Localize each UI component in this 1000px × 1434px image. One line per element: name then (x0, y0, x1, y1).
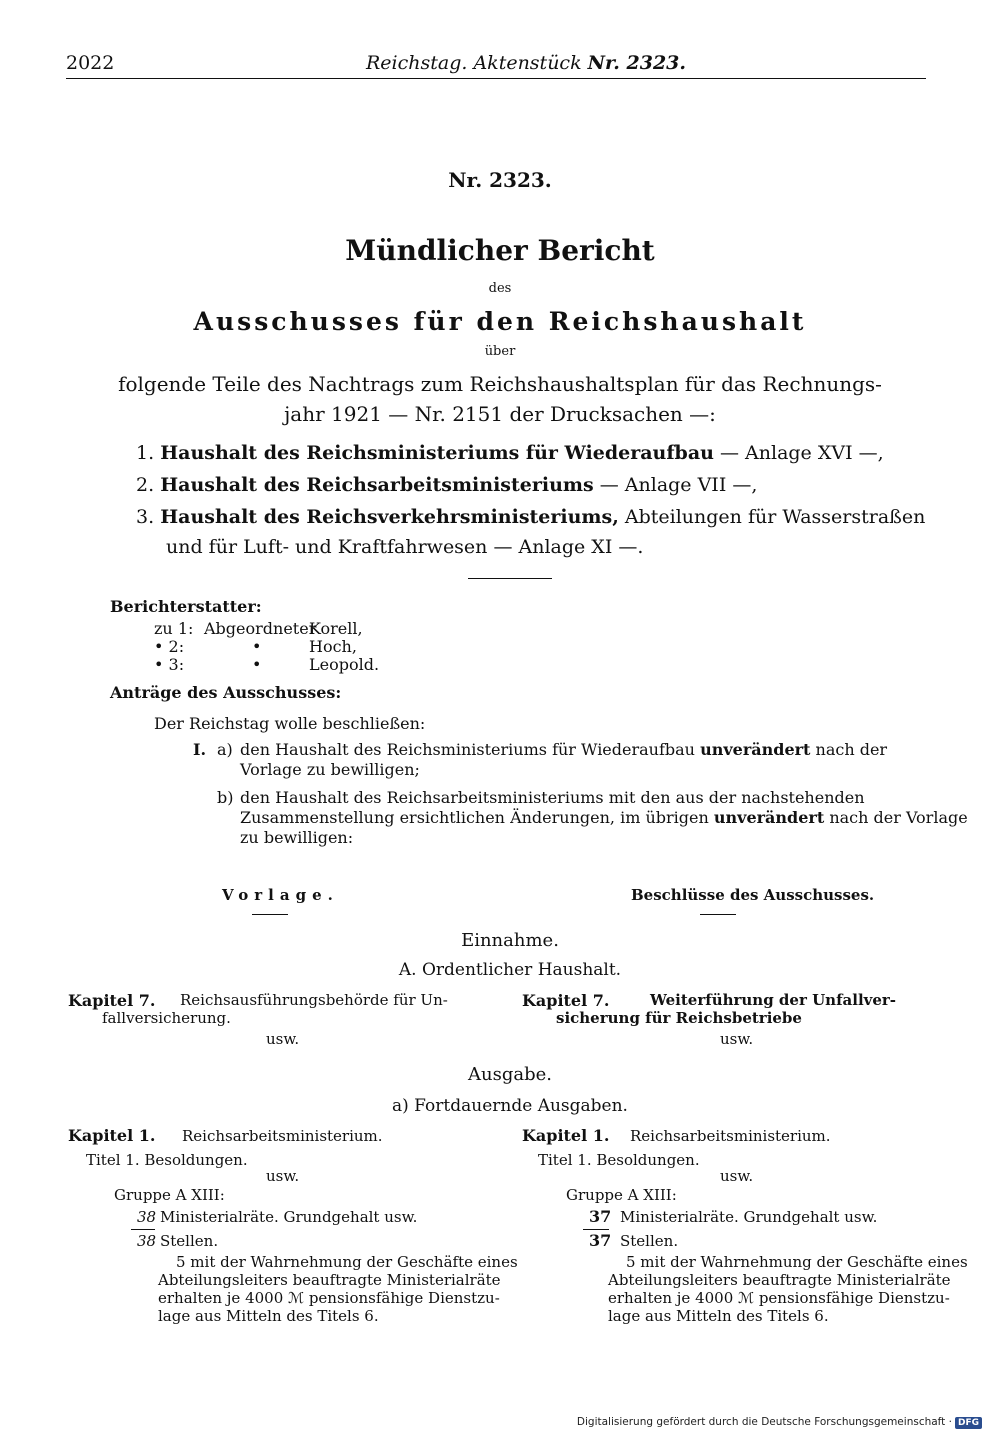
expense-left-role: Ministerialräte. Grundgehalt usw. (160, 1208, 418, 1226)
expense-left-note-2: Abteilungsleiters beauftragte Ministerialräte (158, 1271, 501, 1289)
item-title: Haushalt des Reichsarbeitsministeriums (160, 474, 594, 496)
expense-left-note-4: lage aus Mitteln des Titels 6. (158, 1307, 379, 1325)
motion-b-tail: nach der Vorlage (824, 808, 968, 827)
expense-left-note-3: erhalten je 4000 ℳ pensionsfähige Dienstzu- (158, 1289, 500, 1307)
income-right-text-1: Weiterführung der Unfallver- (650, 991, 897, 1009)
income-right-kapitel: Kapitel 7. (522, 991, 610, 1010)
reporter-label-3: • 3: (154, 655, 185, 674)
item-3-continuation: und für Luft- und Kraftfahrwesen — Anlage XI —. (166, 536, 644, 558)
income-heading: Einnahme. (461, 930, 559, 951)
expense-left-kapitel-text: Reichsarbeitsministerium. (182, 1127, 383, 1145)
running-title (366, 52, 686, 74)
expense-right-note-2: Abteilungsleiters beauftragte Ministerialräte (608, 1271, 951, 1289)
motion-b-line-3: zu bewilligen: (240, 828, 354, 847)
expense-right-note-3: erhalten je 4000 ℳ pensionsfähige Dienstzu- (608, 1289, 950, 1307)
expense-heading: Ausgabe. (468, 1064, 552, 1085)
motion-a-emphasis: unverändert (700, 740, 811, 759)
expense-left-usw: usw. (266, 1167, 300, 1185)
expense-left-sum-rule (131, 1229, 155, 1230)
income-right-text-2: sicherung für Reichsbetriebe (556, 1009, 802, 1027)
item-number: 2. (136, 474, 155, 496)
expense-right-kapitel-text: Reichsarbeitsministerium. (630, 1127, 831, 1145)
expense-right-note-1: 5 mit der Wahrnehmung der Geschäfte eines (626, 1253, 968, 1271)
item-annex: — Anlage VII —, (593, 474, 758, 496)
income-left-text-2: fallversicherung. (102, 1009, 231, 1027)
committee-name: Ausschusses für den Reichshaushalt (193, 307, 807, 336)
motion-b-emphasis: unverändert (713, 808, 825, 827)
expense-right-titel: Titel 1. Besoldungen. (538, 1151, 700, 1169)
item-3 (136, 506, 925, 528)
expense-right-role: Ministerialräte. Grundgehalt usw. (620, 1208, 878, 1226)
income-left-kapitel: Kapitel 7. (68, 991, 156, 1010)
expense-left-kapitel: Kapitel 1. (68, 1126, 156, 1145)
motion-b-label: b) (217, 788, 234, 807)
column-rule-left (252, 914, 288, 915)
section-rule (468, 578, 552, 579)
expense-left-stellen-num: 38 (137, 1232, 157, 1250)
reporter-label-2: • 2: (154, 637, 185, 656)
expense-right-stellen-word: Stellen. (620, 1232, 679, 1250)
footer-text: Digitalisierung gefördert durch die Deutsche Forschungsgemeinschaft · (576, 1416, 952, 1428)
title-connector-des: des (488, 281, 512, 296)
reporter-name-1: Korell, (309, 619, 363, 638)
column-rule-right (700, 914, 736, 915)
dfg-logo: DFG (955, 1417, 982, 1429)
expense-right-kapitel: Kapitel 1. (522, 1126, 610, 1145)
running-title-prefix: Reichstag. Aktenstück (366, 52, 582, 74)
item-annex: Abteilungen für Wasserstraßen (618, 506, 926, 528)
expense-right-usw: usw. (720, 1167, 754, 1185)
column-heading-right: Beschlüsse des Ausschusses. (631, 886, 875, 904)
expense-right-gruppe: Gruppe A XIII: (566, 1186, 677, 1204)
motion-b-line-1: den Haushalt des Reichsarbeitsministeriums mit den aus der nachstehenden (240, 788, 865, 807)
expense-left-stellen-word: Stellen. (160, 1232, 219, 1250)
expense-subheading: a) Fortdauernde Ausgaben. (392, 1096, 628, 1116)
item-2 (136, 474, 757, 496)
subject-line-2: jahr 1921 — Nr. 2151 der Drucksachen —: (284, 402, 716, 426)
income-left-text-1: Reichsausführungsbehörde für Un- (180, 991, 448, 1009)
expense-left-count: 38 (137, 1208, 157, 1226)
motion-a-tail: nach der (810, 740, 888, 759)
item-number: 3. (136, 506, 155, 528)
digitization-footer (577, 1416, 982, 1429)
motion-b-text: Zusammenstellung ersichtlichen Änderungen, im übrigen (240, 808, 714, 827)
income-left-usw: usw. (266, 1030, 300, 1048)
motions-heading: Anträge des Ausschusses: (110, 683, 342, 702)
running-title-number: Nr. 2323. (587, 52, 686, 74)
expense-left-gruppe: Gruppe A XIII: (114, 1186, 225, 1204)
reporters-heading: Berichterstatter: (110, 597, 262, 616)
document-title: Mündlicher Bericht (345, 234, 655, 267)
expense-right-stellen-num: 37 (589, 1231, 612, 1250)
header-rule (66, 78, 926, 79)
title-connector-ueber: über (484, 344, 516, 359)
motion-b-line-2 (240, 808, 968, 827)
expense-right-count: 37 (589, 1207, 612, 1226)
expense-left-titel: Titel 1. Besoldungen. (86, 1151, 248, 1169)
reporter-name-2: Hoch, (309, 637, 357, 656)
reporter-prefix-2: • (252, 637, 262, 656)
income-right-usw: usw. (720, 1030, 754, 1048)
expense-left-note-1: 5 mit der Wahrnehmung der Geschäfte eines (176, 1253, 518, 1271)
motion-a-line-1 (240, 740, 887, 759)
motion-a-text: den Haushalt des Reichsministeriums für Wiederaufbau (240, 740, 701, 759)
motion-roman-numeral: I. (193, 740, 207, 759)
motion-a-line-2: Vorlage zu bewilligen; (240, 760, 420, 779)
page-number: 2022 (66, 52, 115, 74)
reporter-prefix-1: Abgeordneter (204, 619, 317, 638)
motions-intro: Der Reichstag wolle beschließen: (154, 714, 426, 733)
income-subheading: A. Ordentlicher Haushalt. (398, 960, 622, 980)
column-heading-left: Vorlage. (222, 886, 339, 904)
expense-right-sum-rule (583, 1229, 609, 1230)
item-title: Haushalt des Reichsministeriums für Wiederaufbau (160, 442, 714, 464)
document-number: Nr. 2323. (448, 168, 552, 192)
subject-line-1: folgende Teile des Nachtrags zum Reichshaushaltsplan für das Rechnungs- (118, 372, 882, 396)
reporter-name-3: Leopold. (309, 655, 380, 674)
item-number: 1. (136, 442, 155, 464)
reporter-prefix-3: • (252, 655, 262, 674)
motion-a-label: a) (217, 740, 233, 759)
item-title: Haushalt des Reichsverkehrsministeriums, (160, 506, 619, 528)
item-1 (136, 442, 884, 464)
expense-right-note-4: lage aus Mitteln des Titels 6. (608, 1307, 829, 1325)
item-annex: — Anlage XVI —, (713, 442, 884, 464)
reporter-label-1: zu 1: (154, 619, 194, 638)
